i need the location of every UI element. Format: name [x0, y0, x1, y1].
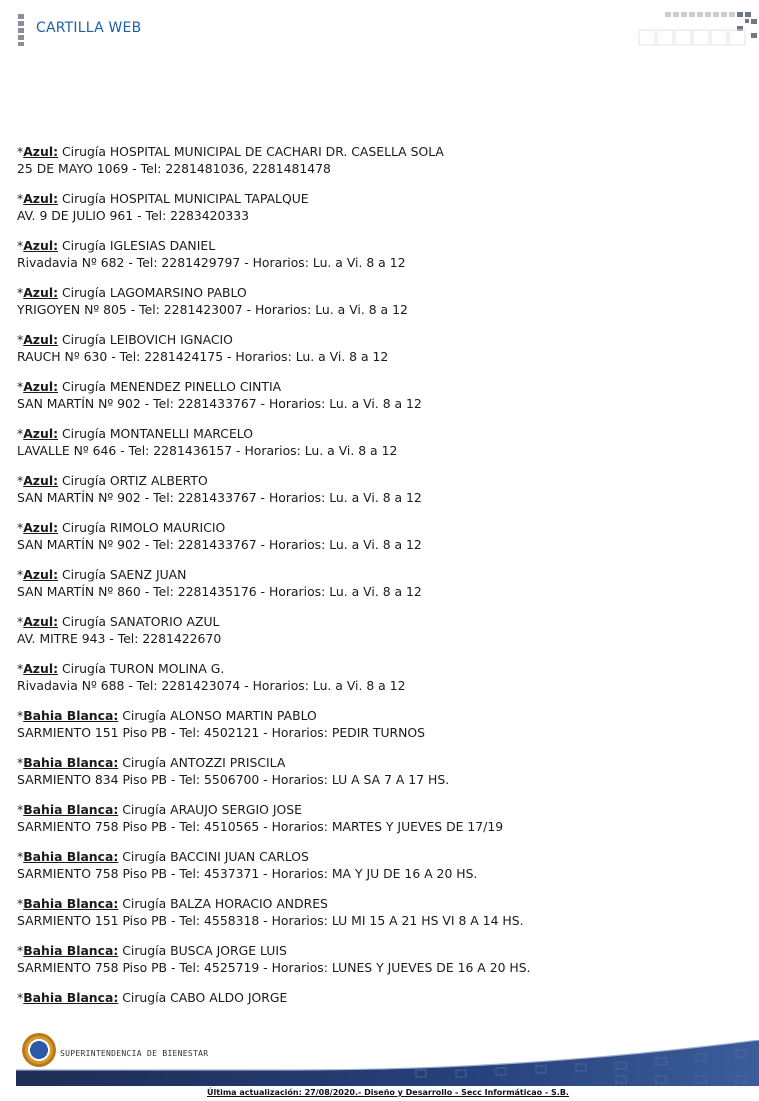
address-line: LAVALLE Nº 646 - Tel: 2281436157 - Horarios: Lu. a Vi. 8 a 12: [17, 443, 398, 458]
city-label: Azul:: [23, 191, 59, 206]
address-line: SARMIENTO 758 Piso PB - Tel: 4525719 - Horarios: LUNES Y JUEVES DE 16 A 20 HS.: [17, 960, 531, 975]
list-item: *Azul: Cirugía HOSPITAL MUNICIPAL TAPALQUE AV. 9 DE JULIO 961 - Tel: 2283420333: [17, 190, 737, 224]
address-line: AV. MITRE 943 - Tel: 2281422670: [17, 631, 222, 646]
list-item: *Bahia Blanca: Cirugía ANTOZZI PRISCILA SARMIENTO 834 Piso PB - Tel: 5506700 - Horarios: LU A SA 7 A 17 HS.: [17, 754, 737, 788]
page-title: CARTILLA WEB: [36, 20, 142, 36]
list-item: *Azul: Cirugía HOSPITAL MUNICIPAL DE CACHARI DR. CASELLA SOLA 25 DE MAYO 1069 - Tel: 2281481036, 2281481478: [17, 143, 737, 177]
address-line: SARMIENTO 151 Piso PB - Tel: 4558318 - Horarios: LU MI 15 A 21 HS VI 8 A 14 HS.: [17, 913, 524, 928]
footer-org-name: SUPERINTENDENCIA DE BIENESTAR: [60, 1049, 209, 1058]
address-line: RAUCH Nº 630 - Tel: 2281424175 - Horarios: Lu. a Vi. 8 a 12: [17, 349, 389, 364]
seal-icon: [22, 1033, 56, 1067]
city-label: Azul:: [23, 614, 59, 629]
last-updated-text: Última actualización: 27/08/2020.- Diseño y Desarrollo - Secc Informáticao - S.B.: [207, 1088, 569, 1097]
address-line: Rivadavia Nº 682 - Tel: 2281429797 - Horarios: Lu. a Vi. 8 a 12: [17, 255, 406, 270]
list-item: *Azul: Cirugía LAGOMARSINO PABLO YRIGOYEN Nº 805 - Tel: 2281423007 - Horarios: Lu. a Vi. 8 a 12: [17, 284, 737, 318]
city-label: Bahia Blanca:: [23, 802, 119, 817]
list-item: *Bahia Blanca: Cirugía BALZA HORACIO ANDRES SARMIENTO 151 Piso PB - Tel: 4558318 - Horarios: LU MI 15 A 21 HS VI 8 A 14 HS.: [17, 895, 737, 929]
address-line: SARMIENTO 758 Piso PB - Tel: 4510565 - Horarios: MARTES Y JUEVES DE 17/19: [17, 819, 504, 834]
list-item: *Bahia Blanca: Cirugía BACCINI JUAN CARLOS SARMIENTO 758 Piso PB - Tel: 4537371 - Horarios: MA Y JU DE 16 A 20 HS.: [17, 848, 737, 882]
list-item: *Azul: Cirugía RIMOLO MAURICIO SAN MARTÍN Nº 902 - Tel: 2281433767 - Horarios: Lu. a Vi. 8 a 12: [17, 519, 737, 553]
address-line: AV. 9 DE JULIO 961 - Tel: 2283420333: [17, 208, 250, 223]
address-line: SARMIENTO 151 Piso PB - Tel: 4502121 - Horarios: PEDIR TURNOS: [17, 725, 426, 740]
city-label: Azul:: [23, 238, 59, 253]
provider-list: [17, 143, 737, 1019]
list-item: *Azul: Cirugía MENENDEZ PINELLO CINTIA SAN MARTÍN Nº 902 - Tel: 2281433767 - Horarios: Lu. a Vi. 8 a 12: [17, 378, 737, 412]
footer-band: [16, 1040, 759, 1086]
city-label: Bahia Blanca:: [23, 990, 119, 1005]
address-line: SAN MARTÍN Nº 902 - Tel: 2281433767 - Horarios: Lu. a Vi. 8 a 12: [17, 490, 422, 505]
list-item: *Bahia Blanca: Cirugía ALONSO MARTIN PABLO SARMIENTO 151 Piso PB - Tel: 4502121 - Horarios: PEDIR TURNOS: [17, 707, 737, 741]
list-item: *Azul: Cirugía MONTANELLI MARCELO LAVALLE Nº 646 - Tel: 2281436157 - Horarios: Lu. a Vi. 8 a 12: [17, 425, 737, 459]
address-line: Rivadavia Nº 688 - Tel: 2281423074 - Horarios: Lu. a Vi. 8 a 12: [17, 678, 406, 693]
city-label: Azul:: [23, 144, 59, 159]
address-line: SARMIENTO 758 Piso PB - Tel: 4537371 - Horarios: MA Y JU DE 16 A 20 HS.: [17, 866, 478, 881]
list-item: *Azul: Cirugía IGLESIAS DANIEL Rivadavia Nº 682 - Tel: 2281429797 - Horarios: Lu. a Vi. 8 a 12: [17, 237, 737, 271]
list-item: *Azul: Cirugía SAENZ JUAN SAN MARTÍN Nº 860 - Tel: 2281435176 - Horarios: Lu. a Vi. 8 a 12: [17, 566, 737, 600]
list-item: *Bahia Blanca: Cirugía BUSCA JORGE LUIS SARMIENTO 758 Piso PB - Tel: 4525719 - Horarios: LUNES Y JUEVES DE 16 A 20 HS.: [17, 942, 737, 976]
list-item: *Bahia Blanca: Cirugía CABO ALDO JORGE: [17, 990, 288, 1005]
city-label: Azul:: [23, 520, 59, 535]
city-label: Azul:: [23, 285, 59, 300]
city-label: Bahia Blanca:: [23, 708, 119, 723]
pixel-grid-icon: [637, 10, 759, 48]
address-line: SARMIENTO 834 Piso PB - Tel: 5506700 - Horarios: LU A SA 7 A 17 HS.: [17, 772, 450, 787]
address-line: YRIGOYEN Nº 805 - Tel: 2281423007 - Horarios: Lu. a Vi. 8 a 12: [17, 302, 408, 317]
city-label: Azul:: [23, 473, 59, 488]
address-line: 25 DE MAYO 1069 - Tel: 2281481036, 2281481478: [17, 161, 331, 176]
list-item: *Bahia Blanca: Cirugía ARAUJO SERGIO JOSE SARMIENTO 758 Piso PB - Tel: 4510565 - Horarios: MARTES Y JUEVES DE 17/19: [17, 801, 737, 835]
city-label: Bahia Blanca:: [23, 896, 119, 911]
grid-bar-icon: [18, 14, 24, 46]
page-header: [0, 0, 759, 60]
list-item: *Azul: Cirugía TURON MOLINA G. Rivadavia Nº 688 - Tel: 2281423074 - Horarios: Lu. a Vi. 8 a 12: [17, 660, 737, 694]
address-line: SAN MARTÍN Nº 902 - Tel: 2281433767 - Horarios: Lu. a Vi. 8 a 12: [17, 396, 422, 411]
list-item: *Azul: Cirugía LEIBOVICH IGNACIO RAUCH Nº 630 - Tel: 2281424175 - Horarios: Lu. a Vi. 8 a 12: [17, 331, 737, 365]
city-label: Azul:: [23, 426, 59, 441]
city-label: Azul:: [23, 567, 59, 582]
address-line: SAN MARTÍN Nº 902 - Tel: 2281433767 - Horarios: Lu. a Vi. 8 a 12: [17, 537, 422, 552]
city-label: Azul:: [23, 332, 59, 347]
city-label: Bahia Blanca:: [23, 943, 119, 958]
city-label: Azul:: [23, 379, 59, 394]
address-line: SAN MARTÍN Nº 860 - Tel: 2281435176 - Horarios: Lu. a Vi. 8 a 12: [17, 584, 422, 599]
city-label: Azul:: [23, 661, 59, 676]
list-item: *Azul: Cirugía ORTIZ ALBERTO SAN MARTÍN Nº 902 - Tel: 2281433767 - Horarios: Lu. a Vi. 8 a 12: [17, 472, 737, 506]
page-footer: [0, 1028, 759, 1101]
list-item: *Azul: Cirugía SANATORIO AZUL AV. MITRE 943 - Tel: 2281422670: [17, 613, 737, 647]
city-label: Bahia Blanca:: [23, 849, 119, 864]
city-label: Bahia Blanca:: [23, 755, 119, 770]
